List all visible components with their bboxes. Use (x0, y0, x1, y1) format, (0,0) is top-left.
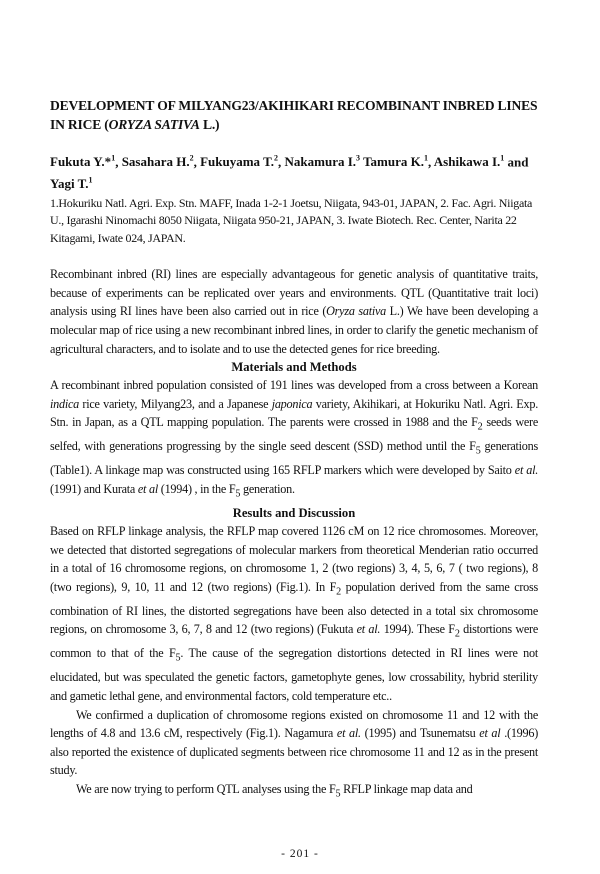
results-paragraph-1: Based on RFLP linkage analysis, the RFLP map covered 1126 cM on 12 rice chromosomes. Moreover, we detected that distorted segregations of molecular markers from theoretical Menderian ratio occurred in a total of 16 chromosome regions, on chromosome 1, 2 (two regions) 3, 4, 5, 6, 7 ( two regions), 8 (two regions), 9, 10, 11 and 12 (two regions) (Fig.1). In $F_2$ population derived from the same cross combination of RI lines, the distorted segregations have been also detected in a total six chromosome regions, on chromosome 3, 6, 7, 8 and 12 (two regions) (Fukuta et al. 1994). These $F_2$ distortions were common to that of the $F_5$. The cause of the segregation distortions detected in RI lines were not elucidated, but was speculated the genetic factors, gametophyte genes, low crossability, hybrid sterility and gametic lethal gene, and environmental factors, cold temperature etc.. (50, 524, 539, 704)
author: Yagi T.$^1$ (50, 175, 93, 191)
author: Sasahara H.$^2$ (121, 154, 194, 170)
materials-heading: Materials and Methods (231, 360, 357, 375)
author: Tamura K.$^1$ (363, 154, 428, 170)
title-main: DEVELOPMENT OF MILYANG23/AKIHIKARI RECOMBINANT INBRED LINES IN RICE ( (50, 98, 538, 132)
affiliations: 1.Hokuriku Natl. Agri. Exp. Stn. MAFF, Inada 1-2-1 Joetsu, Niigata, 943-01, JAPAN, 2. Fac. Agri. Niigata U., Igarashi Ninomachi 8050 Niigata, Niigata 950-21, JAPAN, 3. Iwate Biotech. Rec. Center, Narita 22 Kitagami, Iwate 024, JAPAN. (50, 195, 533, 245)
author: Fukuta Y.*$^1$ (50, 154, 116, 170)
author: Fukuyama T.$^2$ (200, 154, 279, 170)
author: Ashikawa I.$^1$ (433, 154, 505, 170)
materials-paragraph: A recombinant inbred population consisted of 191 lines was developed from a cross between a Korean indica rice variety, Milyang23, and a Japanese japonica variety, Akihikari, at Hokuriku Natl. Agri. Exp. Stn. in Japan, as a QTL mapping population. The parents were crossed in 1988 and the $F_2$ seeds were selfed, with generations progressing by the single seed descent (SSD) method until the $F_5$ generations (Table1). A linkage map was constructed using 165 RFLP markers which were developed by Saito et al. (1991) and Kurata et al (1994) , in the $F_5$ generation. (50, 378, 539, 500)
title-end: L.) (199, 117, 220, 132)
paper-title (50, 96, 538, 134)
results-paragraph-2: We confirmed a duplication of chromosome regions existed on chromosome 11 and 12 with the lengths of 4.8 and 13.6 cM, respectively (Fig.1). Nagamura et al. (1995) and Tsunematsu et al .(1996) also reported the existence of duplicated segments between rice chromosome 11 and 12 as in the present study. (50, 707, 539, 778)
results-paragraph-3: We are now trying to perform QTL analyses using the $F_5$ RFLP linkage map data and (76, 782, 473, 800)
results-heading: Results and Discussion (232, 506, 356, 520)
title-species: ORYZA SATIVA (108, 117, 200, 132)
author-list: Fukuta Y.*$^1$, Sasahara H.$^2$, Fukuyama T.$^2$, Nakamura I.$^3$ Tamura K.$^1$, Ashikawa I.$^1$ and Yagi T.$^1$ (50, 154, 529, 191)
intro-paragraph: Recombinant inbred (RI) lines are especially advantageous for genetic analysis of quantitative traits, because of experiments can be replicated over years and environments. QTL (Quantitative trait loci) analysis using RI lines have been also carried out in rice (Oryza sativa L.) We have been developing a molecular map of rice using a new recombinant inbred lines, in order to clarify the genetic mechanism of agricultural characters, and to isolate and to use the detected genes for rice breeding. (50, 267, 538, 356)
author: Nakamura I.$^3$ (284, 154, 361, 170)
page-number: - 201 - (281, 848, 319, 860)
